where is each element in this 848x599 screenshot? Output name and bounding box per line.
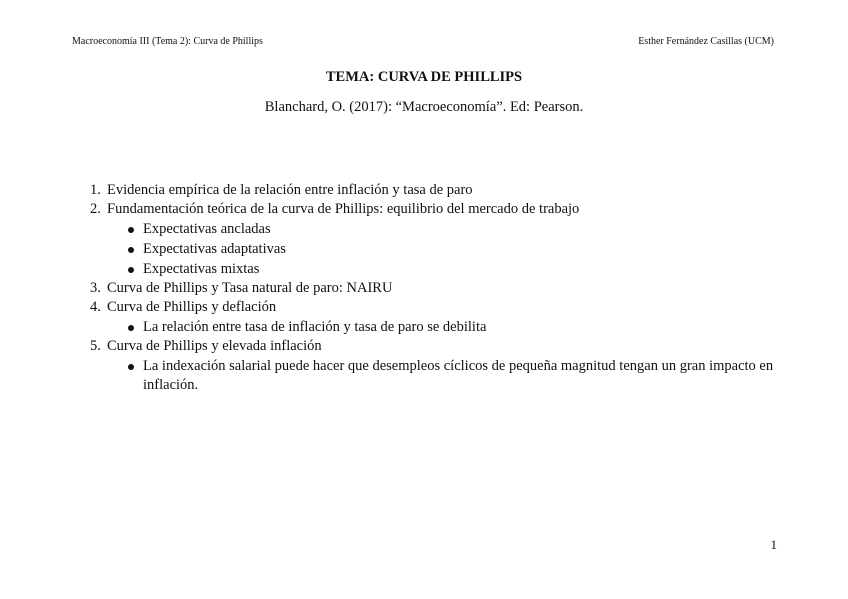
outline-item-text: Curva de Phillips y elevada inflación <box>107 338 322 354</box>
outline-item-5 <box>90 337 790 356</box>
page-title: TEMA: CURVA DE PHILLIPS <box>325 69 523 85</box>
outline-subitem <box>90 220 790 239</box>
outline-item-2 <box>90 200 790 219</box>
outline-subitem-text: Expectativas adaptativas <box>143 241 286 257</box>
bibliographic-reference: Blanchard, O. (2017): “Macroeconomía”. Ed: Pearson. <box>264 99 584 115</box>
outline-item-4 <box>90 298 790 317</box>
outline-item-number: 5. <box>90 338 101 354</box>
bullet-icon <box>128 227 134 233</box>
outline-item-text: Evidencia empírica de la relación entre inflación y tasa de paro <box>107 182 473 198</box>
outline-item-1 <box>90 181 790 200</box>
page-number: 1 <box>770 537 777 552</box>
bullet-icon <box>128 364 134 370</box>
outline-sublist-2 <box>90 220 790 279</box>
outline-subitem-text: La relación entre tasa de inflación y tasa de paro se debilita <box>143 319 487 335</box>
outline-subitem <box>90 357 790 395</box>
outline-subitem <box>90 318 790 337</box>
outline-item-number: 2. <box>90 201 101 217</box>
bullet-icon <box>128 247 134 253</box>
running-header-right: Esther Fernández Casillas (UCM) <box>638 36 774 47</box>
outline-subitem-text: Expectativas ancladas <box>143 221 271 237</box>
outline-sublist-4 <box>90 318 790 337</box>
outline-item-text: Curva de Phillips y Tasa natural de paro: NAIRU <box>107 280 393 296</box>
outline-item-number: 1. <box>90 182 101 198</box>
outline-subitem <box>90 240 790 259</box>
outline-item-text: Fundamentación teórica de la curva de Phillips: equilibrio del mercado de trabajo <box>107 201 580 217</box>
running-header-left: Macroeconomía III (Tema 2): Curva de Phillips <box>72 36 263 47</box>
outline-item-3 <box>90 279 790 298</box>
outline-subitem-text: Expectativas mixtas <box>143 261 260 277</box>
outline-subitem <box>90 260 790 279</box>
topic-outline <box>90 181 790 395</box>
outline-item-number: 3. <box>90 280 101 296</box>
outline-subitem-text: La indexación salarial puede hacer que desempleos cíclicos de pequeña magnitud tengan un gran impacto en inflación. <box>143 358 774 393</box>
bullet-icon <box>128 267 134 273</box>
outline-item-text: Curva de Phillips y deflación <box>107 299 277 315</box>
outline-item-number: 4. <box>90 299 101 315</box>
bullet-icon <box>128 325 134 331</box>
outline-sublist-5 <box>90 357 790 395</box>
